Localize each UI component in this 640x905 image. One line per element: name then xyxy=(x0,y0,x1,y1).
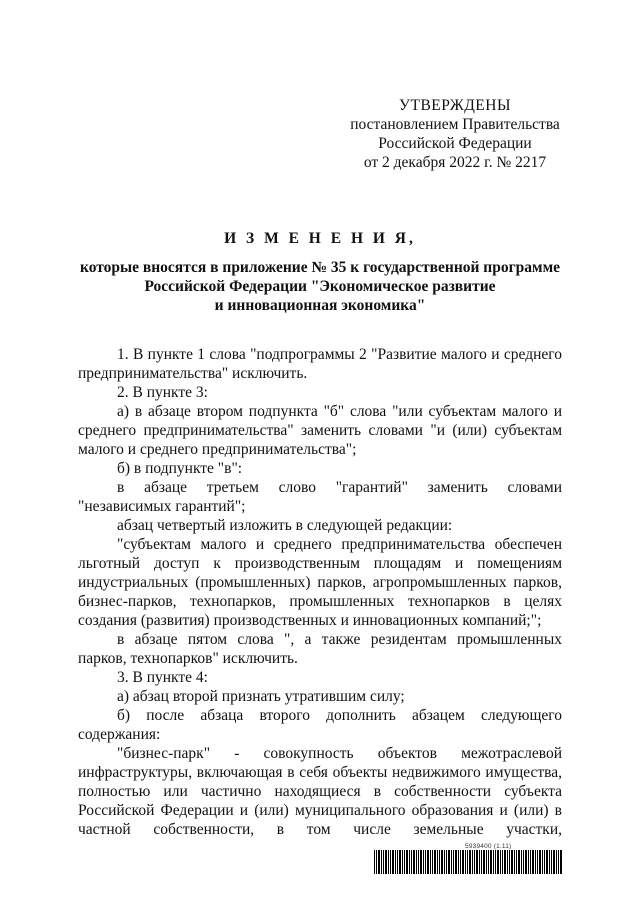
barcode-bar xyxy=(378,850,380,874)
barcode-bar xyxy=(497,850,499,874)
barcode-bar xyxy=(448,850,450,874)
barcode-bar xyxy=(544,850,545,874)
barcode-bar xyxy=(376,850,377,874)
barcode-bar xyxy=(385,850,387,874)
barcode-bar xyxy=(381,850,382,874)
subheading-line: которые вносятся в приложение № 35 к государственной программе xyxy=(79,259,561,276)
barcode-bar xyxy=(383,850,384,874)
barcode-bar xyxy=(551,850,552,874)
barcode-bar xyxy=(446,850,447,874)
barcode-bar xyxy=(425,850,426,874)
barcode-bar xyxy=(493,850,494,874)
barcode-bar xyxy=(453,850,454,874)
barcode-bar xyxy=(476,850,478,874)
barcode-bar xyxy=(556,850,557,874)
barcode-bar xyxy=(537,850,538,874)
paragraph: б) в подпункте "в": xyxy=(117,460,243,477)
paragraph: а) абзац второй признать утратившим силу; xyxy=(117,688,405,705)
barcode-bar xyxy=(392,850,394,874)
barcode-bar xyxy=(518,850,520,874)
paragraph: 1. В пункте 1 слова "подпрограммы 2 "Развитие малого и среднего предпринимательства" исключить. xyxy=(78,346,562,382)
barcode-bar xyxy=(439,850,440,874)
paragraph: "бизнес-парк" - совокупность объектов межотраслевой инфраструктуры, включающая в себя объекты недвижимого имущества, полностью или частично находящиеся в собственности субъекта Российской Федерации и (или) муниципального образования и (или) в частной собственности, в том числе земельные участки, xyxy=(78,745,562,838)
barcode-bar xyxy=(500,850,501,874)
barcode-bar xyxy=(427,850,429,874)
barcode-bar xyxy=(542,850,543,874)
barcode-bar xyxy=(507,850,508,874)
barcode-bar xyxy=(521,850,522,874)
barcode-bar xyxy=(483,850,485,874)
paragraph: в абзаце пятом слова ", а также резидентам промышленных парков, технопарков" исключить. xyxy=(78,631,562,667)
barcode-bar xyxy=(535,850,536,874)
approval-block xyxy=(350,96,560,172)
barcode-bar xyxy=(444,850,445,874)
barcode-bar xyxy=(509,850,510,874)
barcode-bar xyxy=(474,850,475,874)
paragraph: абзац четвертый изложить в следующей редакции: xyxy=(117,517,453,534)
barcode-bar xyxy=(420,850,422,874)
document-subheading xyxy=(60,258,580,315)
barcode-bar xyxy=(441,850,443,874)
barcode-bar xyxy=(504,850,506,874)
barcode-bar xyxy=(404,850,405,874)
barcode-bar xyxy=(495,850,496,874)
approval-line: Российской Федерации xyxy=(378,135,532,152)
subheading-line: и инновационная экономика" xyxy=(214,297,426,314)
barcode-bar xyxy=(546,850,548,874)
document-heading: И З М Е Н Е Н И Я, xyxy=(224,230,416,247)
barcode-bar xyxy=(437,850,438,874)
barcode-bar xyxy=(490,850,492,874)
barcode-bar xyxy=(402,850,403,874)
barcode-bar xyxy=(530,850,531,874)
paragraph: 3. В пункте 4: xyxy=(117,669,208,686)
document-body xyxy=(78,345,562,839)
barcode-bar xyxy=(413,850,415,874)
barcode-bar xyxy=(388,850,389,874)
barcode-bar xyxy=(481,850,482,874)
barcode-bar xyxy=(416,850,417,874)
barcode-bar xyxy=(399,850,401,874)
barcode-bar xyxy=(539,850,541,874)
barcode-bar xyxy=(469,850,471,874)
barcode-bar xyxy=(397,850,398,874)
paragraph: в абзаце третьем слово "гарантий" заменить словами "независимых гарантий"; xyxy=(78,479,562,515)
barcode-bar xyxy=(516,850,517,874)
barcode-bar xyxy=(455,850,457,874)
barcode-bar xyxy=(528,850,529,874)
barcode-bar xyxy=(472,850,473,874)
barcode-bar xyxy=(532,850,534,874)
barcode-bar xyxy=(465,850,466,874)
paragraph: а) в абзаце втором подпункта "б" слова "или субъектам малого и среднего предпринимательства" заменить словами "и (или) субъектам малого и среднего предпринимательства"; xyxy=(78,403,562,458)
barcode-bar xyxy=(430,850,431,874)
barcode-bar xyxy=(553,850,555,874)
barcode-bar xyxy=(374,850,375,874)
approval-line: постановлением Правительства xyxy=(350,116,560,133)
barcode-bar xyxy=(395,850,396,874)
barcode-bar xyxy=(390,850,391,874)
barcode-bar xyxy=(479,850,480,874)
barcode-bar xyxy=(558,850,559,874)
paragraph: б) после абзаца второго дополнить абзацем следующего содержания: xyxy=(78,707,562,743)
paragraph: 2. В пункте 3: xyxy=(117,384,208,401)
barcode-bar xyxy=(502,850,503,874)
barcode-bar xyxy=(560,850,562,874)
barcode-bar xyxy=(458,850,459,874)
document-code: 5939400 (1.11) xyxy=(465,843,512,850)
paragraph: "субъектам малого и среднего предпринимательства обеспечен льготный доступ к производственным площадям и помещениям индустриальных (промышленных) парков, агропромышленных парков, бизнес-парков, технопарков, промышленных технопарков в целях создания (развития) производственных и инновационных компаний;"; xyxy=(78,536,562,629)
barcode-bar xyxy=(406,850,408,874)
barcode-bar xyxy=(488,850,489,874)
barcode-bar xyxy=(460,850,461,874)
barcode-bar xyxy=(423,850,424,874)
subheading-line: Российской Федерации "Экономическое развитие xyxy=(144,278,496,295)
approval-title: УТВЕРЖДЕНЫ xyxy=(399,97,511,114)
barcode-image xyxy=(374,850,562,874)
barcode-bar xyxy=(486,850,487,874)
barcode-bar xyxy=(409,850,410,874)
barcode-bar xyxy=(432,850,433,874)
barcode-bar xyxy=(523,850,524,874)
barcode-bar xyxy=(549,850,550,874)
barcode-bar xyxy=(525,850,527,874)
barcode-bar xyxy=(451,850,452,874)
approval-date-line: от 2 декабря 2022 г. № 2217 xyxy=(363,154,547,171)
barcode-bar xyxy=(462,850,464,874)
barcode-bar xyxy=(511,850,513,874)
barcode-bar xyxy=(467,850,468,874)
barcode-bar xyxy=(434,850,436,874)
barcode-bar xyxy=(411,850,412,874)
barcode-bar xyxy=(418,850,419,874)
barcode-bar xyxy=(514,850,515,874)
